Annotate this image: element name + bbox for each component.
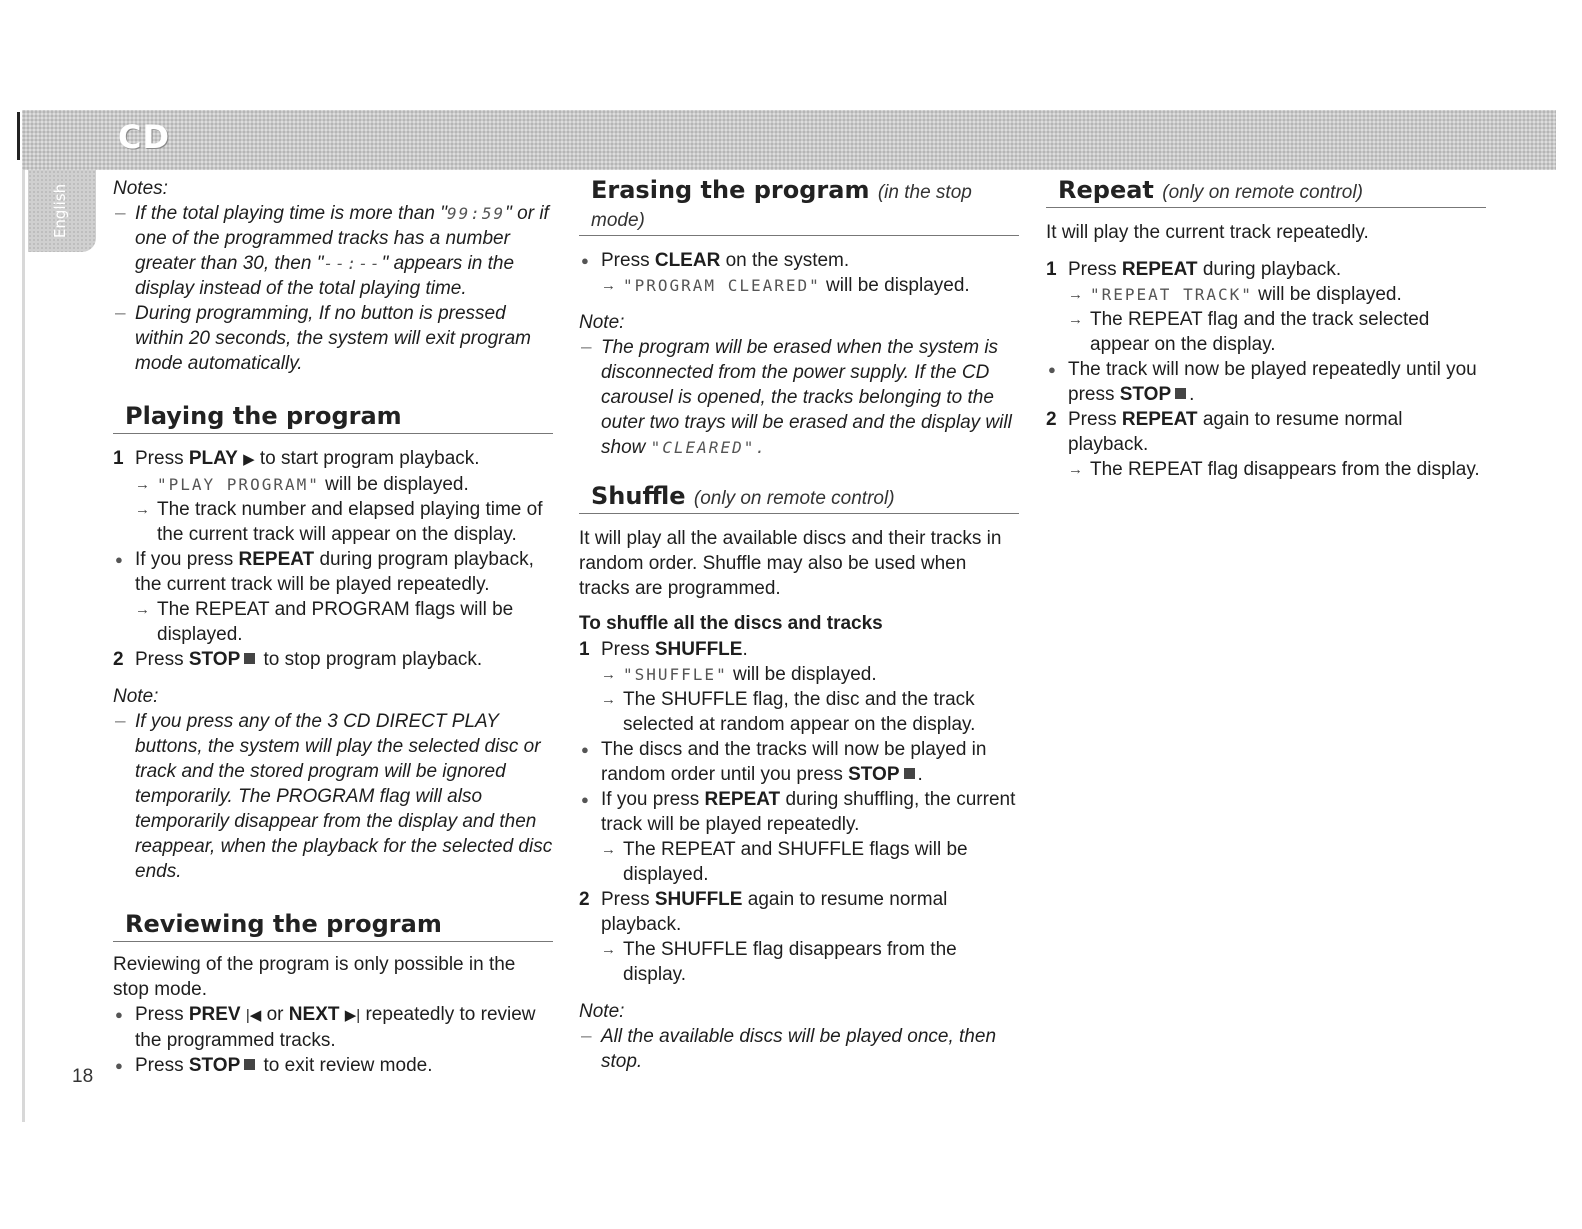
heading-subtitle: (in the stop mode) xyxy=(591,182,972,231)
play-icon: ▶ xyxy=(243,451,255,468)
result-line: → The REPEAT and SHUFFLE flags will be displayed. xyxy=(601,839,968,885)
arrow-right-icon: → xyxy=(601,941,616,958)
bullet-icon: ● xyxy=(115,552,123,567)
repeat-intro: It will play the current track repeatedly. xyxy=(1046,222,1369,243)
column-right xyxy=(1046,176,1486,482)
bullet-item: ● If you press REPEAT during program playback, the current track will be played repeatedly. xyxy=(115,549,534,595)
result-line: → The REPEAT flag and the track selected appear on the display. xyxy=(1068,309,1430,355)
result-line: → The SHUFFLE flag, the disc and the track selected at random appear on the display. xyxy=(601,689,976,735)
dash-icon: – xyxy=(581,337,592,358)
margin-mark xyxy=(17,112,20,160)
note-item: – The program will be erased when the system is disconnected from the power supply. If the CD carousel is opened, the tracks belonging to the outer two trays will be erased and the display will show "CLEARED". xyxy=(581,337,1012,458)
bullet-icon: ● xyxy=(115,1007,123,1022)
section-title: CD xyxy=(118,118,171,156)
arrow-right-icon: → xyxy=(601,841,616,858)
erasing-section xyxy=(579,176,1019,460)
result-line: → "REPEAT TRACK" will be displayed. xyxy=(1068,284,1402,305)
bullet-item: ● The discs and the tracks will now be played in random order until you press STOP . xyxy=(581,739,987,785)
subheading-shuffle-all: To shuffle all the discs and tracks xyxy=(579,613,883,634)
dash-icon: – xyxy=(115,303,126,324)
step-2: 2 Press REPEAT again to resume normal playback. xyxy=(1046,409,1403,455)
dash-icon: – xyxy=(115,711,126,732)
bullet-icon: ● xyxy=(581,742,589,757)
note-item: – During programming, If no button is pressed within 20 seconds, the system will exit program mode automatically. xyxy=(115,303,531,374)
stop-icon xyxy=(244,653,255,664)
note-label: Note: xyxy=(579,1001,625,1022)
lcd-text: "PLAY PROGRAM" xyxy=(157,475,320,494)
lcd-text: "PROGRAM CLEARED" xyxy=(623,276,821,295)
bullet-item: ● If you press REPEAT during shuffling, the current track will be played repeatedly. xyxy=(581,789,1016,835)
next-icon: ▶| xyxy=(344,1007,361,1024)
result-line: → The track number and elapsed playing time of the current track will appear on the display. xyxy=(135,499,543,545)
note-item: – All the available discs will be played once, then stop. xyxy=(581,1026,997,1072)
notes-label: Notes: xyxy=(113,178,168,199)
heading-subtitle: (only on remote control) xyxy=(693,488,895,509)
note-label: Note: xyxy=(579,312,625,333)
dash-icon: – xyxy=(115,203,126,224)
note-label: Note: xyxy=(113,686,159,707)
bullet-item: ● Press STOP to exit review mode. xyxy=(115,1055,433,1076)
result-line: → "PROGRAM CLEARED" will be displayed. xyxy=(601,275,970,296)
column-middle xyxy=(579,176,1019,1074)
arrow-right-icon: → xyxy=(1068,311,1083,328)
bullet-item: ● Press PREV |◀ or NEXT ▶| repeatedly to review the programmed tracks. xyxy=(115,1004,536,1051)
step-1: 1 Press PLAY ▶ to start program playback. xyxy=(113,448,480,469)
result-line: → "PLAY PROGRAM" will be displayed. xyxy=(135,474,469,495)
dash-icon: – xyxy=(581,1026,592,1047)
lcd-text: "SHUFFLE" xyxy=(623,665,728,684)
lcd-text: "REPEAT TRACK" xyxy=(1090,285,1253,304)
playing-section xyxy=(113,402,553,884)
arrow-right-icon: → xyxy=(135,501,150,518)
header-band xyxy=(22,110,1556,170)
page-number: 18 xyxy=(72,1066,94,1087)
page-frame-line xyxy=(22,112,25,1122)
stop-icon xyxy=(1175,388,1186,399)
heading-erasing: Erasing the program (in the stop mode) xyxy=(579,176,1019,236)
result-line: → The REPEAT flag disappears from the display. xyxy=(1068,459,1480,480)
stop-icon xyxy=(244,1059,255,1070)
heading-subtitle: (only on remote control) xyxy=(1162,182,1363,203)
lcd-text: "CLEARED". xyxy=(650,438,767,457)
result-line: → "SHUFFLE" will be displayed. xyxy=(601,664,877,685)
prev-icon: |◀ xyxy=(245,1007,262,1024)
step-1: 1 Press REPEAT during playback. xyxy=(1046,259,1342,280)
arrow-right-icon: → xyxy=(601,277,616,294)
column-left xyxy=(113,176,553,1078)
shuffle-section xyxy=(579,482,1019,1074)
bullet-icon: ● xyxy=(581,792,589,807)
notes-block xyxy=(113,176,553,376)
heading-shuffle: Shuffle (only on remote control) xyxy=(579,482,1019,514)
repeat-section xyxy=(1046,176,1486,482)
note-item: – If you press any of the 3 CD DIRECT PLAY buttons, the system will play the selected disc or track and the stored program will be ignored temporarily. The PROGRAM flag will also temporarily disappear from the display and then reappear, when the playback for the selected disc ends. xyxy=(115,711,553,882)
arrow-right-icon: → xyxy=(135,601,150,618)
bullet-icon: ● xyxy=(1048,362,1056,377)
arrow-right-icon: → xyxy=(1068,461,1083,478)
heading-playing: Playing the program xyxy=(113,402,553,434)
reviewing-intro: Reviewing of the program is only possible in the stop mode. xyxy=(113,954,516,1000)
lcd-text: --:-- xyxy=(323,254,382,273)
note-item: – If the total playing time is more than "99:59" or if one of the programmed tracks has a number greater than 30, then "--:--" appears in the display instead of the total playing time. xyxy=(115,203,549,299)
arrow-right-icon: → xyxy=(601,691,616,708)
heading-repeat: Repeat (only on remote control) xyxy=(1046,176,1486,208)
step-1: 1 Press SHUFFLE. xyxy=(579,639,748,660)
bullet-item: ● The track will now be played repeatedly until you press STOP . xyxy=(1048,359,1477,405)
step-2: 2 Press STOP to stop program playback. xyxy=(113,649,483,670)
lcd-text: 99:59 xyxy=(446,204,506,223)
bullet-item: ● Press CLEAR on the system. xyxy=(581,250,850,271)
arrow-right-icon: → xyxy=(135,476,150,493)
shuffle-intro: It will play all the available discs and their tracks in random order. Shuffle may also be used when tracks are programmed. xyxy=(579,528,1002,599)
stop-icon xyxy=(904,768,915,779)
heading-reviewing: Reviewing the program xyxy=(113,910,553,942)
language-tab-label: English xyxy=(51,183,69,239)
arrow-right-icon: → xyxy=(601,666,616,683)
bullet-icon: ● xyxy=(115,1058,123,1073)
reviewing-section xyxy=(113,910,553,1078)
bullet-icon: ● xyxy=(581,253,589,268)
result-line: → The REPEAT and PROGRAM flags will be displayed. xyxy=(135,599,514,645)
result-line: → The SHUFFLE flag disappears from the display. xyxy=(601,939,957,985)
arrow-right-icon: → xyxy=(1068,286,1083,303)
step-2: 2 Press SHUFFLE again to resume normal playback. xyxy=(579,889,948,935)
